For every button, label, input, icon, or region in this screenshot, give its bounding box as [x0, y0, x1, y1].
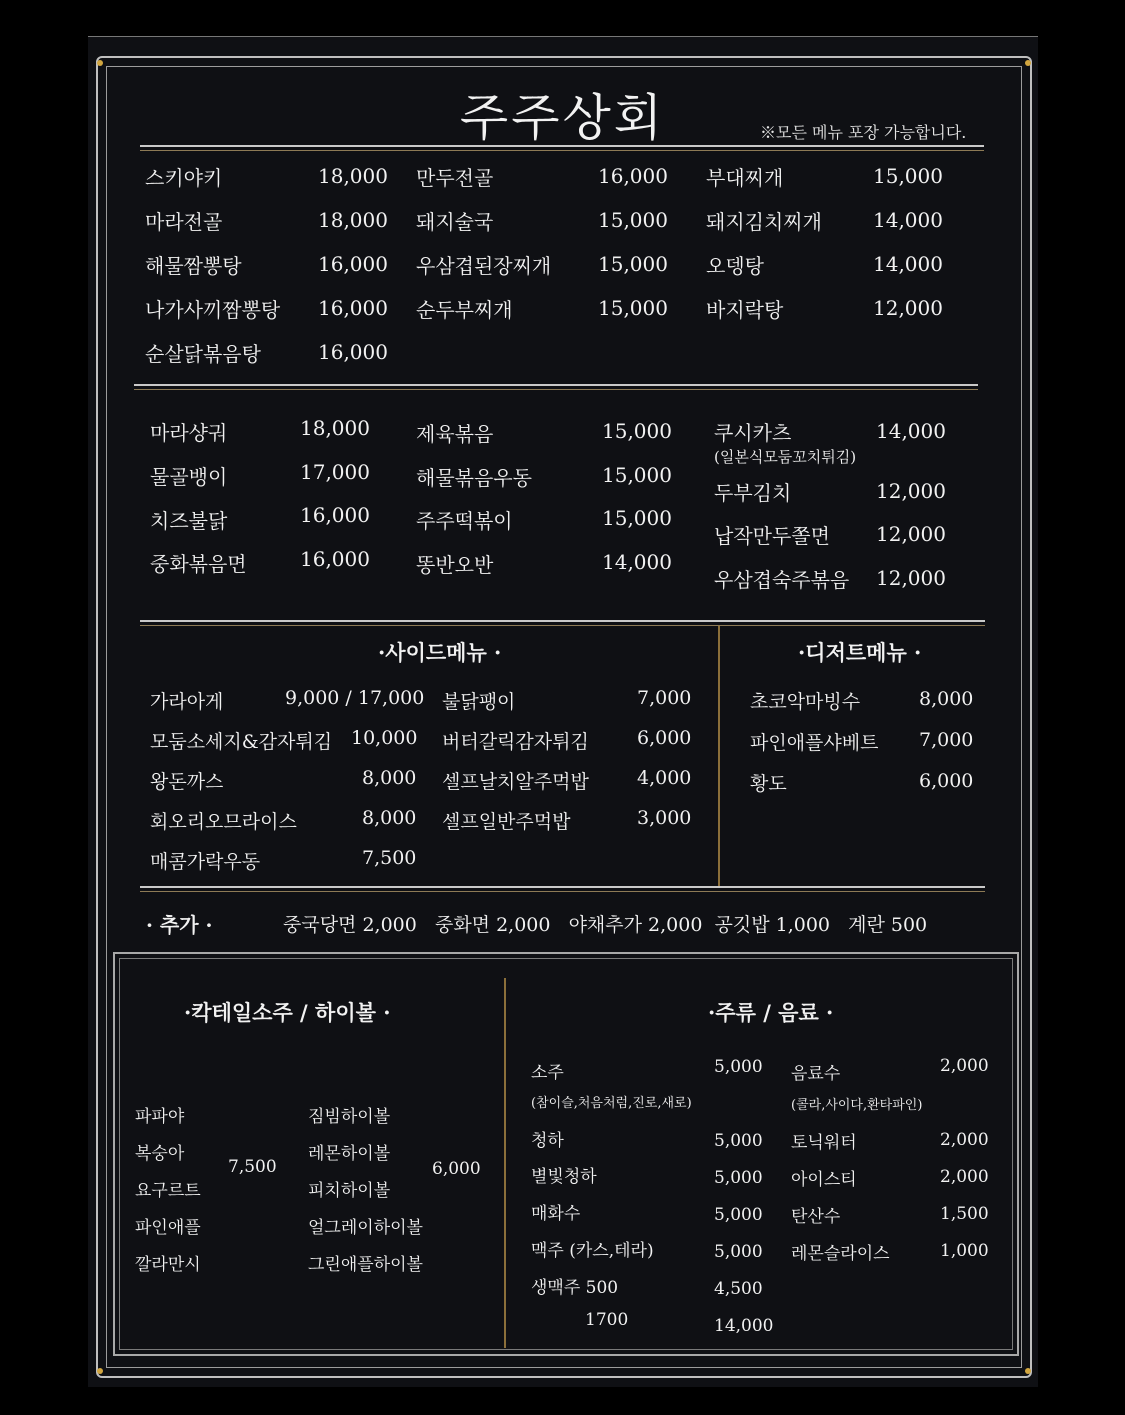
list-item: 파파야 [135, 1107, 185, 1127]
menu-item-name: 파인애플샤베트 [750, 732, 879, 754]
menu-item-name: 제육볶음 [416, 422, 494, 446]
divider [140, 891, 985, 892]
divider [140, 145, 984, 147]
menu-item-name: 나가사끼짬뽕탕 [145, 298, 281, 322]
menu-item-name: 토닉워터 [791, 1133, 857, 1153]
menu-item-price: 7,000 [637, 687, 692, 709]
menu-item-price: 4,500 [714, 1279, 763, 1299]
menu-item-name: 회오리오므라이스 [150, 811, 297, 833]
menu-item-name: 1700 [585, 1310, 629, 1330]
menu-item-price: 15,000 [602, 463, 672, 487]
list-item: 짐빔하이볼 [308, 1107, 391, 1127]
menu-item-name: 돼지김치찌개 [706, 210, 822, 234]
menu-item-name: 쿠시카츠 [714, 421, 792, 445]
corner-ornament [1025, 1368, 1031, 1374]
menu-item-name: 스키야키 [145, 166, 223, 190]
menu-item-name: 치즈불닭 [150, 509, 228, 533]
menu-item-name: 버터갈릭감자튀김 [442, 731, 589, 753]
menu-item-name: 납작만두쫄면 [714, 524, 830, 548]
menu-item-price: 1,500 [940, 1204, 989, 1224]
menu-item-price: 5,000 [714, 1242, 763, 1262]
menu-item-price: 12,000 [876, 566, 946, 590]
menu-item-price: 14,000 [714, 1316, 774, 1336]
divider [134, 384, 978, 386]
menu-item-name: 소주 [531, 1063, 564, 1083]
list-item: 깔라만시 [135, 1255, 201, 1275]
menu-item-description: (콜라,사이다,환타파인) [791, 1098, 923, 1113]
menu-item-price: 5,000 [714, 1168, 763, 1188]
menu-item-price: 5,000 [714, 1205, 763, 1225]
menu-item-name: 만두전골 [416, 166, 494, 190]
menu-item-description: (참이슬,처음처럼,진로,새로) [531, 1096, 692, 1111]
menu-item-price: 18,000 [300, 416, 370, 440]
menu-item-description: (일본식모둠꼬치튀김) [714, 448, 857, 466]
menu-item-price: 15,000 [873, 164, 943, 188]
divider [140, 620, 985, 622]
menu-item-price: 15,000 [602, 419, 672, 443]
corner-ornament [97, 1368, 103, 1374]
list-item: 파인애플 [135, 1218, 201, 1238]
menu-item-price: 16,000 [318, 340, 388, 364]
divider [134, 389, 978, 390]
menu-item-name: 왕돈까스 [150, 771, 224, 793]
menu-item-name: 마라샹궈 [150, 421, 228, 445]
menu-item-name: 별빛청하 [531, 1167, 597, 1187]
menu-item-name: 해물볶음우동 [416, 466, 532, 490]
menu-item-name: 매화수 [531, 1204, 581, 1224]
menu-item-price: 12,000 [873, 296, 943, 320]
menu-item-name: 부대찌개 [706, 166, 784, 190]
menu-item-name: 황도 [750, 773, 787, 795]
corner-ornament [1025, 60, 1031, 66]
list-item: 그린애플하이볼 [308, 1255, 423, 1275]
menu-item-price: 8,000 [362, 807, 417, 829]
menu-item-price: 5,000 [714, 1131, 763, 1151]
menu-item-price: 14,000 [873, 208, 943, 232]
menu-item-price: 8,000 [362, 767, 417, 789]
menu-item-price: 5,000 [714, 1057, 763, 1077]
menu-item-price: 8,000 [919, 688, 974, 710]
menu-item-price: 6,000 [919, 770, 974, 792]
drinks-heading: ·주류 / 음료 · [708, 1000, 834, 1025]
corner-ornament [97, 60, 103, 66]
menu-item-name: 아이스티 [791, 1170, 857, 1190]
extras-label: · 추가 · [146, 913, 213, 937]
takeout-note: ※모든 메뉴 포장 가능합니다. [760, 123, 967, 142]
menu-item-name: 오뎅탕 [706, 254, 764, 278]
menu-item-name: 탄산수 [791, 1207, 841, 1227]
menu-item-name: 우삼겹된장찌개 [416, 254, 552, 278]
menu-item-name: 우삼겹숙주볶음 [714, 568, 850, 592]
menu-item-name: 셀프일반주먹밥 [442, 811, 571, 833]
menu-item-price: 16,000 [300, 547, 370, 571]
menu-item-name: 물골뱅이 [150, 465, 228, 489]
menu-item-price: 18,000 [318, 208, 388, 232]
menu-item-name: 음료수 [791, 1064, 841, 1084]
menu-item-name: 레몬슬라이스 [791, 1244, 890, 1264]
list-item: 얼그레이하이볼 [308, 1218, 423, 1238]
soju-price: 7,500 [228, 1157, 277, 1177]
menu-item-price: 17,000 [300, 460, 370, 484]
menu-item-price: 16,000 [318, 252, 388, 276]
menu-item-price: 6,000 [637, 727, 692, 749]
menu-item-price: 16,000 [300, 503, 370, 527]
menu-item-price: 15,000 [602, 506, 672, 530]
menu-item-price: 15,000 [598, 208, 668, 232]
menu-item-name: 청하 [531, 1131, 564, 1151]
menu-item-name: 순두부찌개 [416, 298, 513, 322]
divider [140, 886, 985, 888]
menu-item-name: 마라전골 [145, 210, 223, 234]
menu-item-name: 똥반오반 [416, 553, 494, 577]
menu-item-price: 18,000 [318, 164, 388, 188]
menu-item-price: 15,000 [598, 296, 668, 320]
list-item: 피치하이볼 [308, 1181, 391, 1201]
divider [140, 150, 984, 151]
menu-item-name: 주주떡볶이 [416, 509, 513, 533]
menu-item-price: 7,000 [919, 729, 974, 751]
list-item: 복숭아 [135, 1144, 185, 1164]
menu-item-name: 가라아게 [150, 691, 224, 713]
menu-item-price: 2,000 [940, 1130, 989, 1150]
list-item: 레몬하이볼 [308, 1144, 391, 1164]
menu-item-price: 4,000 [637, 767, 692, 789]
menu-item-price: 9,000 / 17,000 [285, 687, 425, 709]
menu-item-name: 생맥주 500 [531, 1278, 619, 1298]
vertical-divider [718, 626, 720, 886]
menu-item-price: 16,000 [598, 164, 668, 188]
menu-item-name: 초코악마빙수 [750, 691, 861, 713]
menu-item-price: 14,000 [602, 550, 672, 574]
menu-item-name: 모둠소세지&감자튀김 [150, 731, 333, 753]
menu-item-name: 맥주 (카스,테라) [531, 1241, 654, 1261]
cocktail-heading: ·칵테일소주 / 하이볼 · [184, 1000, 391, 1025]
vertical-divider [504, 978, 506, 1348]
extras-list: 중국당면 2,000 중화면 2,000 야채추가 2,000 공깃밥 1,000 계란 500 [283, 914, 928, 936]
list-item: 요구르트 [135, 1181, 201, 1201]
side-menu-heading: ·사이드메뉴 · [378, 640, 502, 665]
menu-item-name: 해물짬뽕탕 [145, 254, 242, 278]
menu-item-name: 불닭팽이 [442, 691, 516, 713]
menu-item-price: 16,000 [318, 296, 388, 320]
menu-item-price: 2,000 [940, 1167, 989, 1187]
menu-item-name: 중화볶음면 [150, 552, 247, 576]
menu-item-price: 15,000 [598, 252, 668, 276]
menu-item-price: 12,000 [876, 522, 946, 546]
dessert-menu-heading: ·디저트메뉴 · [798, 640, 922, 665]
menu-item-price: 14,000 [876, 419, 946, 443]
menu-item-name: 바지락탕 [706, 298, 784, 322]
divider [140, 625, 985, 626]
menu-item-name: 돼지술국 [416, 210, 494, 234]
menu-item-price: 7,500 [362, 847, 417, 869]
menu-item-name: 셀프날치알주먹밥 [442, 771, 589, 793]
menu-item-name: 순살닭볶음탕 [145, 342, 261, 366]
menu-item-price: 12,000 [876, 479, 946, 503]
highball-price: 6,000 [432, 1159, 481, 1179]
page-title: 주주상회 [459, 89, 666, 147]
menu-item-price: 3,000 [637, 807, 692, 829]
menu-item-price: 1,000 [940, 1241, 989, 1261]
menu-item-name: 두부김치 [714, 481, 792, 505]
menu-item-price: 14,000 [873, 252, 943, 276]
menu-item-price: 10,000 [351, 727, 418, 749]
menu-item-name: 매콤가락우동 [150, 851, 261, 873]
menu-item-price: 2,000 [940, 1056, 989, 1076]
